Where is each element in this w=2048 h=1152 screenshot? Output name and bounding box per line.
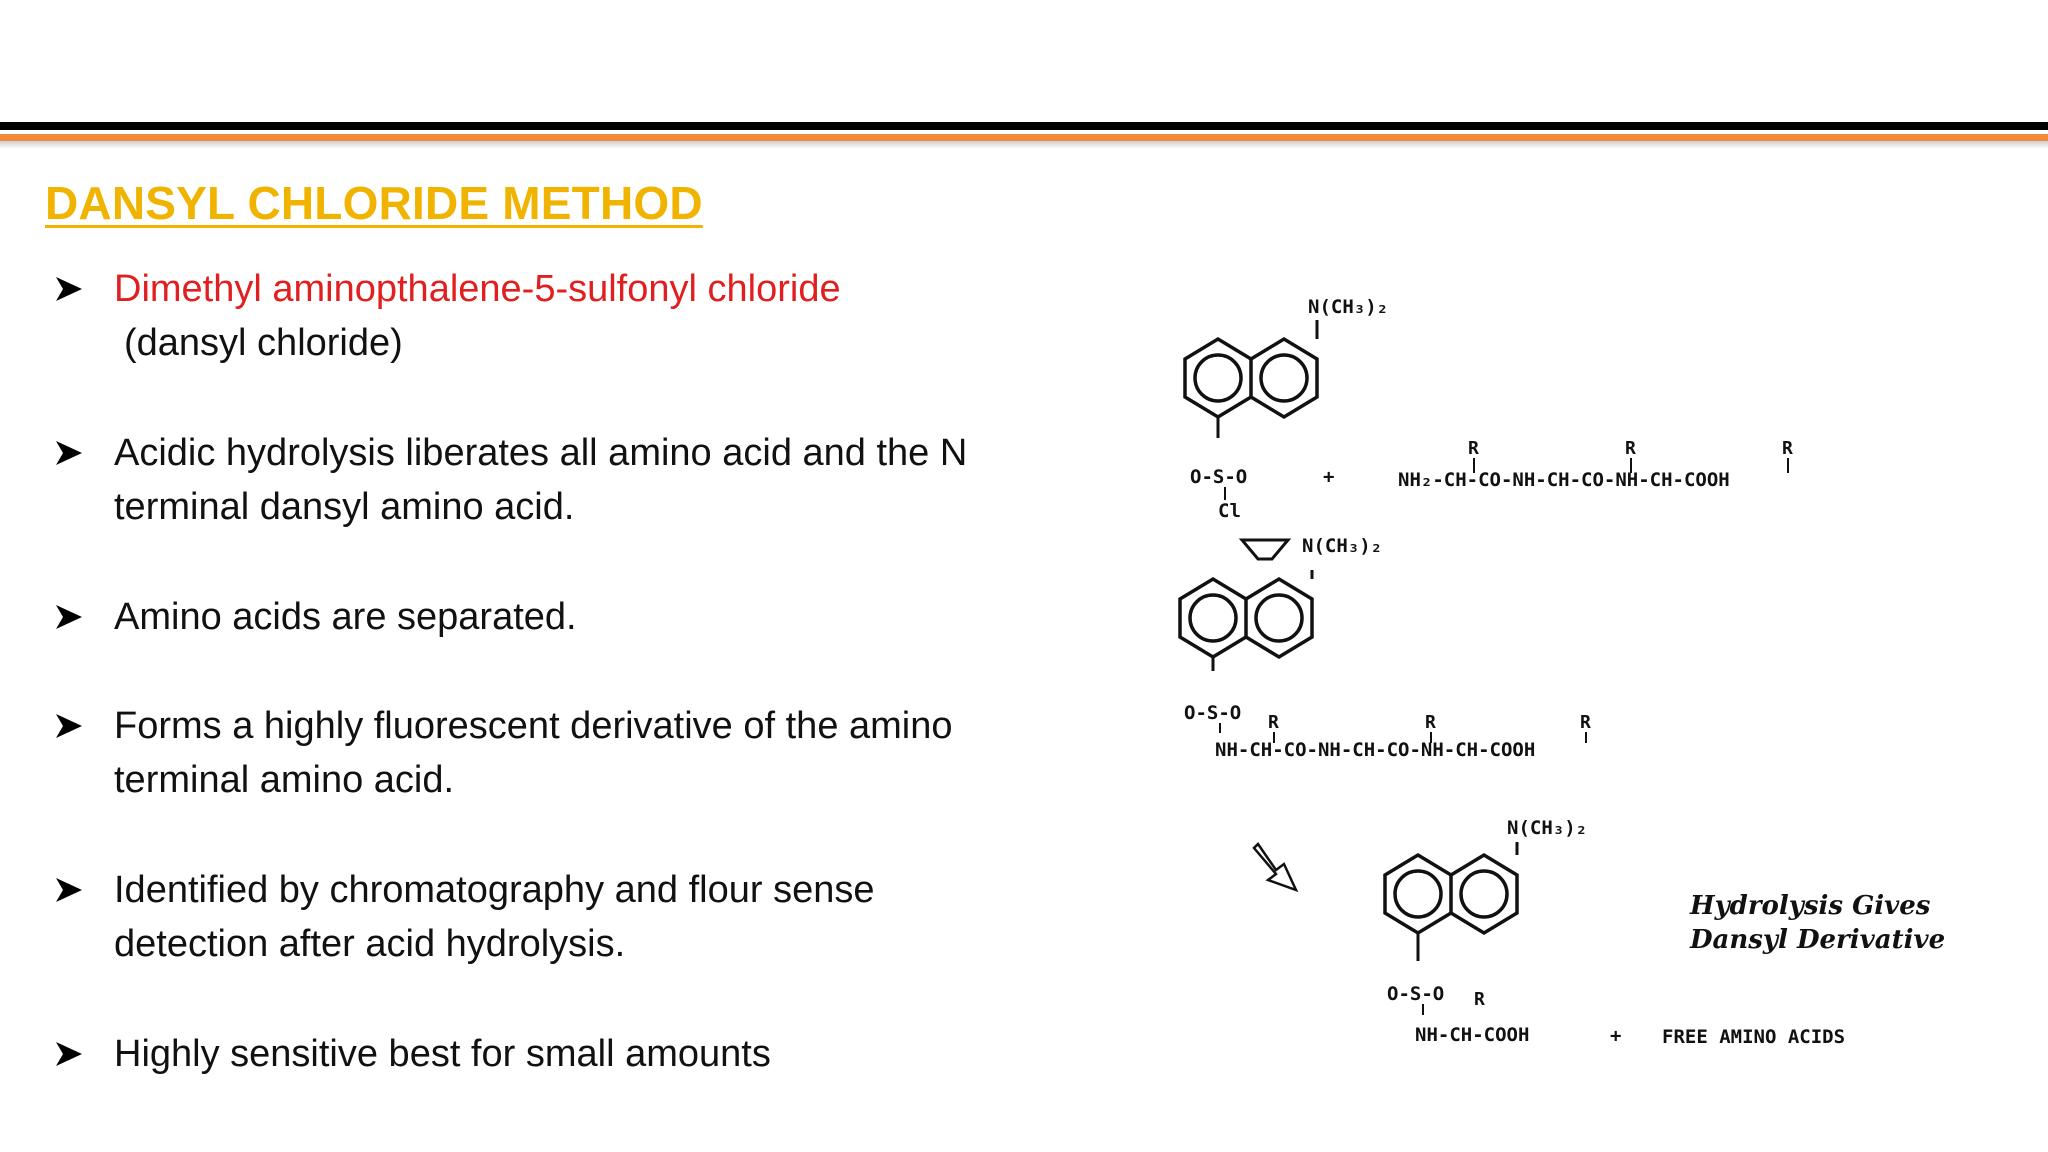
peptide-structure [1398, 438, 1793, 491]
sulfonyl-label: O-S-O [1190, 466, 1248, 488]
bullet-2-line-1: Acidic hydrolysis liberates all amino acid and the N [114, 432, 968, 474]
bullet-2-line-2: terminal dansyl amino acid. [114, 486, 575, 528]
slide-title: DANSYL CHLORIDE METHOD [45, 177, 703, 229]
r-group-label: R [1474, 989, 1485, 1010]
sulfonyl-label: O-S-O [1184, 702, 1242, 724]
header-rule-orange [0, 134, 2048, 141]
plus-sign: + [1610, 1025, 1622, 1047]
bullet-6-line-1: Highly sensitive best for small amounts [114, 1033, 771, 1075]
sulfonyl-label: O-S-O [1387, 983, 1445, 1005]
dimethylamino-label: N(CH₃)₂ [1302, 535, 1383, 557]
product-label: NH-CH-COOH [1415, 1024, 1530, 1046]
bullet-5-line-2: detection after acid hydrolysis. [114, 923, 626, 965]
free-amino-acids-label: FREE AMINO ACIDS [1662, 1026, 1846, 1048]
arrow-bullet-icon [52, 863, 92, 917]
arrow-bullet-icon [52, 262, 92, 316]
bullet-5-line-1: Identified by chromatography and flour sense [114, 869, 875, 911]
r-group-label: R [1625, 438, 1636, 459]
dimethylamino-label: N(CH₃)₂ [1507, 817, 1588, 839]
r-group-label: R [1782, 438, 1793, 459]
hydrolysis-note-line-1: Hydrolysis Gives [1690, 891, 1931, 921]
peptide-chain: NH₂-CH-CO-NH-CH-CO-NH-CH-COOH [1398, 469, 1730, 491]
reaction-arrow-icon [1242, 540, 1288, 559]
reaction-arrow-icon [1254, 844, 1296, 890]
arrow-bullet-icon [52, 426, 92, 480]
arrow-bullet-icon [52, 1027, 92, 1081]
bullet-1-line-1: Dimethyl aminopthalene-5-sulfonyl chloride [114, 268, 841, 310]
arrow-bullet-icon [52, 699, 92, 753]
bullet-4-line-1: Forms a highly fluorescent derivative of the amino [114, 705, 953, 747]
plus-sign: + [1323, 466, 1335, 488]
bullet-4-line-2: terminal amino acid. [114, 759, 455, 801]
arrow-bullet-icon [52, 590, 92, 644]
r-group-label: R [1468, 438, 1479, 459]
dansyl-chloride-structure [1185, 296, 1388, 522]
r-group-label: R [1425, 712, 1436, 733]
r-group-label: R [1268, 712, 1279, 733]
dansyl-reaction-diagram [1160, 280, 2000, 1070]
peptide-chain: NH-CH-CO-NH-CH-CO-NH-CH-COOH [1215, 739, 1536, 761]
dimethylamino-label: N(CH₃)₂ [1308, 296, 1389, 318]
header-rule-shadow [0, 141, 2048, 149]
r-group-label: R [1580, 712, 1591, 733]
bullet-3-line-1: Amino acids are separated. [114, 596, 577, 638]
dansyl-peptide-structure [1180, 535, 1591, 761]
bullet-1-line-2: (dansyl chloride) [124, 322, 403, 364]
chloride-label: Cl [1218, 500, 1241, 522]
hydrolysis-note-line-2: Dansyl Derivative [1690, 925, 1946, 955]
header-rule-black [0, 122, 2048, 130]
